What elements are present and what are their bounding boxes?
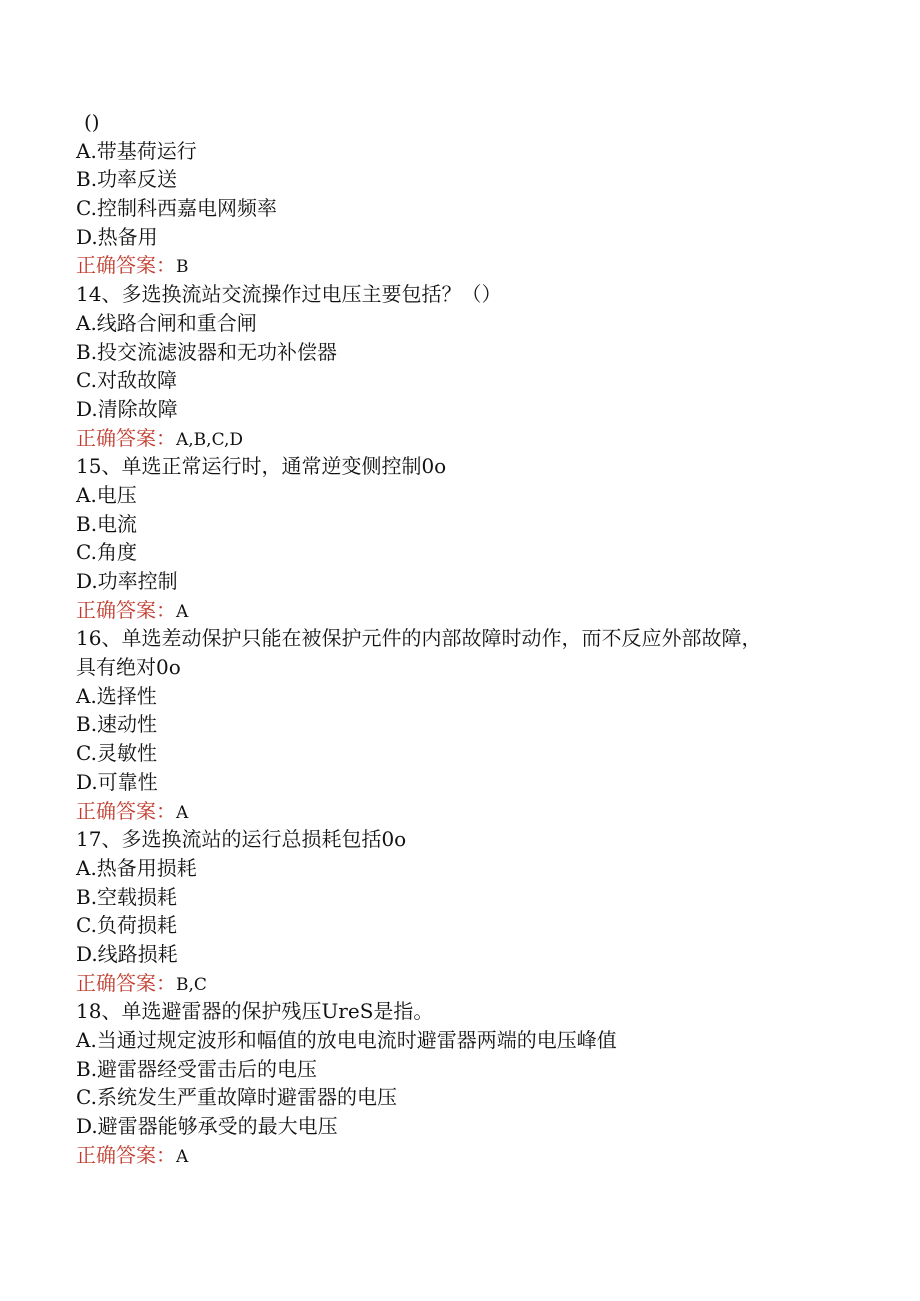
q17-answer [76, 969, 856, 998]
answer-value: A [176, 802, 189, 823]
answer-value: A,B,C,D [176, 429, 244, 450]
answer-label: 正确答案： [76, 798, 176, 823]
q16-option-d: D.可靠性 [76, 769, 158, 794]
q15-option-a: A.电压 [76, 482, 137, 507]
q13-option-a: A.带基荷运行 [76, 138, 197, 163]
q17-option-d: D.线路损耗 [76, 941, 178, 966]
answer-label: 正确答案： [76, 253, 176, 278]
q14-question: 14、多选换流站交流操作过电压主要包括？（） [76, 282, 502, 307]
q13-answer [76, 251, 856, 280]
q17-option-b: B.空载损耗 [76, 884, 178, 909]
question-13-paren: () [84, 110, 100, 134]
document-content [76, 108, 856, 1169]
q14-option-d: D.清除故障 [76, 396, 178, 421]
q16-option-b: B.速动性 [76, 712, 158, 737]
q18-option-d: D.避雷器能够承受的最大电压 [76, 1114, 338, 1139]
answer-label: 正确答案： [76, 1142, 176, 1167]
q15-question: 15、单选正常运行时，通常逆变侧控制0o [76, 454, 447, 479]
q14-option-c: C.对敌故障 [76, 368, 177, 393]
answer-label: 正确答案： [76, 970, 176, 995]
q17-option-c: C.负荷损耗 [76, 913, 177, 938]
answer-label: 正确答案： [76, 425, 176, 450]
q15-answer [76, 596, 856, 625]
q18-option-c: C.系统发生严重故障时避雷器的电压 [76, 1085, 397, 1110]
q16-question-line1: 16、单选差动保护只能在被保护元件的内部故障时动作，而不反应外部故障， [76, 626, 762, 651]
q16-option-a: A.选择性 [76, 683, 157, 708]
q17-question: 17、多选换流站的运行总损耗包括0o [76, 827, 407, 852]
q14-option-a: A.线路合闸和重合闸 [76, 310, 257, 335]
q14-option-b: B.投交流滤波器和无功补偿器 [76, 339, 338, 364]
q13-option-b: B.功率反送 [76, 167, 178, 192]
answer-value: B [176, 257, 189, 278]
q16-question-line2: 具有绝对0o [76, 655, 181, 680]
answer-label: 正确答案： [76, 597, 176, 622]
q13-option-d: D.热备用 [76, 224, 158, 249]
q18-option-a: A.当通过规定波形和幅值的放电电流时避雷器两端的电压峰值 [76, 1028, 617, 1052]
q17-option-a: A.热备用损耗 [76, 855, 197, 880]
q14-answer [76, 424, 856, 453]
q16-answer [76, 797, 856, 826]
q13-option-c: C.控制科西嘉电网频率 [76, 196, 277, 221]
q15-option-b: B.电流 [76, 511, 138, 536]
answer-value: B,C [176, 974, 207, 995]
q16-option-c: C.灵敏性 [76, 741, 157, 766]
q15-option-d: D.功率控制 [76, 569, 178, 593]
answer-value: A [176, 1146, 189, 1167]
answer-value: A [176, 601, 189, 622]
q15-option-c: C.角度 [76, 540, 137, 565]
q18-answer [76, 1141, 856, 1170]
q18-option-b: B.避雷器经受雷击后的电压 [76, 1056, 318, 1081]
q18-question: 18、单选避雷器的保护残压UreS是指。 [76, 999, 434, 1024]
